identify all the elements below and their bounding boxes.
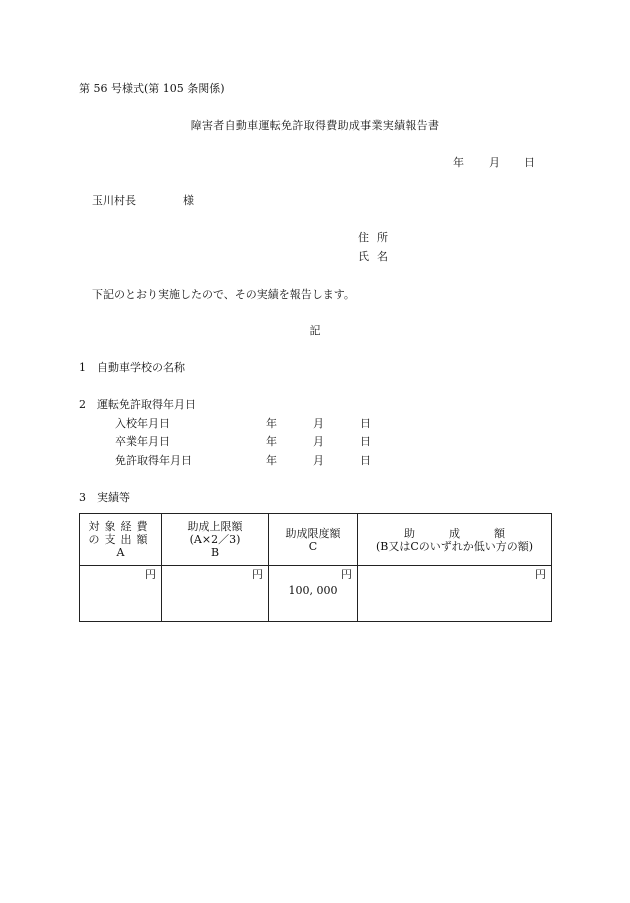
section-3-heading: 3 実績等 [79,491,130,504]
subsidy-limit-value: 100, 000 [288,584,338,597]
header-limit-line1: 助成限度額 [285,526,341,540]
form-number: 第 56 号様式(第 105 条関係) [79,82,225,95]
cell-subsidy-amount[interactable] [358,566,552,622]
date-day-label: 日 [524,156,535,169]
result-table [79,513,552,622]
address-label: 住所 [358,231,396,244]
enrollment-date-month: 月 [313,417,324,430]
header-subsidy-cap [162,514,269,566]
cell-expense-amount[interactable] [80,566,162,622]
date-year-label: 年 [453,156,464,169]
graduation-date-day: 日 [360,435,371,448]
license-date-month: 月 [313,454,324,467]
header-expense-line3: A [116,546,125,559]
header-cap-line3: B [210,546,220,559]
license-date-year: 年 [266,454,277,467]
table-header-row [80,514,552,566]
license-date-day: 日 [360,454,371,467]
header-cap-line1: 助成上限額 [187,520,243,533]
header-subsidy-limit [269,514,358,566]
unit-yen: 円 [252,568,263,581]
date-month-label: 月 [489,156,500,169]
enrollment-date-day: 日 [360,417,371,430]
license-date-label: 免許取得年月日 [115,454,192,467]
header-expense-line1: 対象経費 [88,520,153,533]
enrollment-date-year: 年 [266,417,277,430]
graduation-date-month: 月 [313,435,324,448]
unit-yen: 円 [145,568,156,581]
cell-subsidy-limit [269,566,358,622]
table-row [80,566,552,622]
section-2-heading: 2 運転免許取得年月日 [79,398,196,411]
addressee-name: 玉川村長 [92,194,136,207]
unit-yen: 円 [535,568,546,581]
header-expense-amount [80,514,162,566]
header-limit-line2: C [308,539,318,553]
name-label: 氏名 [358,250,396,263]
document-title: 障害者自動車運転免許取得費助成事業実績報告書 [190,119,440,132]
header-subsidy-amount [358,514,552,566]
unit-yen: 円 [341,568,352,581]
addressee-honorific: 様 [183,194,194,207]
ki-mark: 記 [309,324,321,337]
cell-subsidy-cap[interactable] [162,566,269,622]
graduation-date-label: 卒業年月日 [115,435,170,448]
header-amount-line1: 助成額 [404,526,539,540]
header-cap-line2: (A×2／3) [189,533,241,546]
header-expense-line2: の支出額 [88,533,153,546]
enrollment-date-label: 入校年月日 [115,417,170,430]
graduation-date-year: 年 [266,435,277,448]
intro-text: 下記のとおり実施したので、その実績を報告します。 [92,288,355,301]
section-1-heading: 1 自動車学校の名称 [79,361,185,374]
header-amount-line2: (B又はCのいずれか低い方の額) [375,539,534,553]
